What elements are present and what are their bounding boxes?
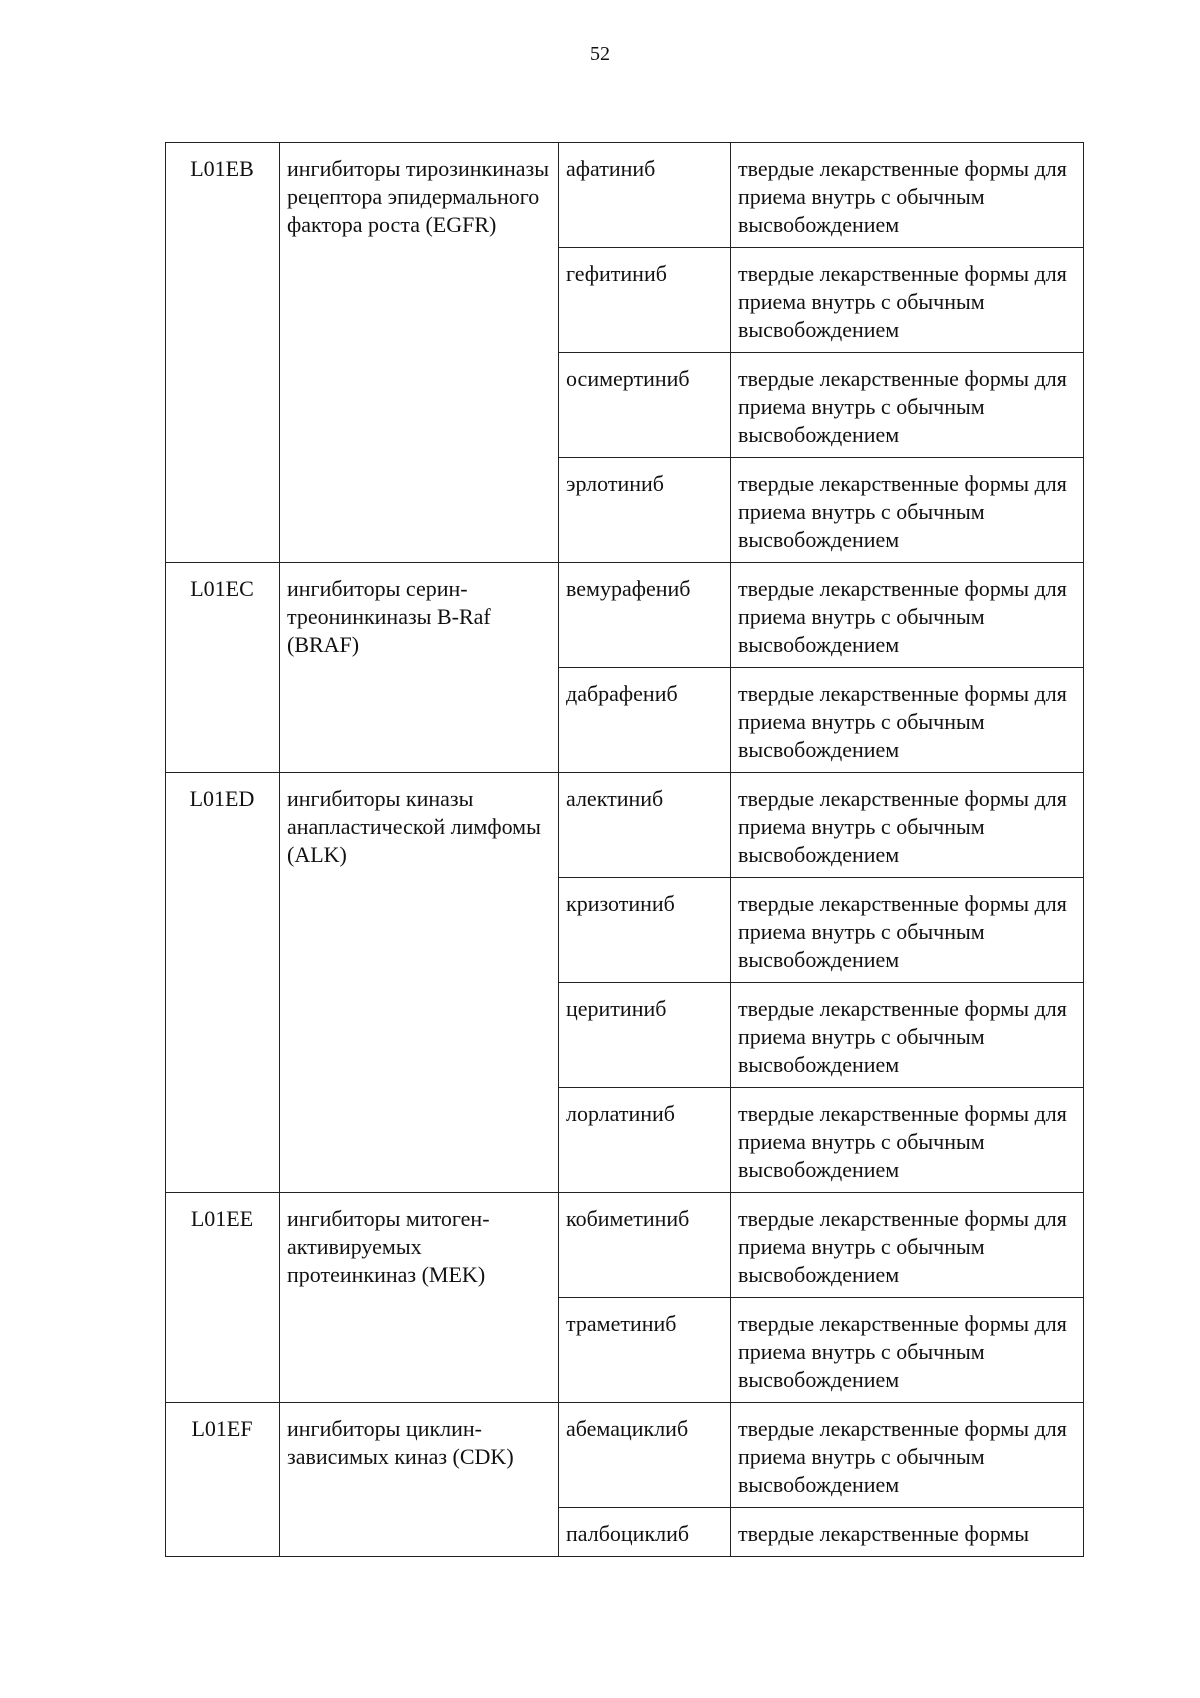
drug-name-cell: вемурафениб <box>559 563 731 668</box>
dosage-form-cell: твердые лекарственные формы для приема внутрь с обычным высвобождением <box>731 1403 1084 1508</box>
drug-name-cell: дабрафениб <box>559 668 731 773</box>
drug-name-cell: кобиметиниб <box>559 1193 731 1298</box>
table-row <box>166 773 1084 878</box>
atc-code-cell: L01EF <box>166 1403 280 1557</box>
page-number: 52 <box>590 43 610 65</box>
dosage-form-cell: твердые лекарственные формы <box>731 1508 1084 1557</box>
drug-name-cell: траметиниб <box>559 1298 731 1403</box>
dosage-form-cell: твердые лекарственные формы для приема внутрь с обычным высвобождением <box>731 1298 1084 1403</box>
drug-name-cell: лорлатиниб <box>559 1088 731 1193</box>
drug-name-cell: афатиниб <box>559 143 731 248</box>
drug-name-cell: осимертиниб <box>559 353 731 458</box>
drug-name-cell: эрлотиниб <box>559 458 731 563</box>
drug-name-cell: гефитиниб <box>559 248 731 353</box>
drug-name-cell: палбоциклиб <box>559 1508 731 1557</box>
group-name-cell: ингибиторы митоген-активируемых протеинкиназ (MEK) <box>280 1193 559 1403</box>
dosage-form-cell: твердые лекарственные формы для приема внутрь с обычным высвобождением <box>731 1193 1084 1298</box>
drug-name-cell: церитиниб <box>559 983 731 1088</box>
dosage-form-cell: твердые лекарственные формы для приема внутрь с обычным высвобождением <box>731 458 1084 563</box>
dosage-form-cell: твердые лекарственные формы для приема внутрь с обычным высвобождением <box>731 983 1084 1088</box>
group-name-cell: ингибиторы циклин-зависимых киназ (CDK) <box>280 1403 559 1557</box>
table-row <box>166 563 1084 668</box>
dosage-form-cell: твердые лекарственные формы для приема внутрь с обычным высвобождением <box>731 248 1084 353</box>
dosage-form-cell: твердые лекарственные формы для приема внутрь с обычным высвобождением <box>731 143 1084 248</box>
table-body <box>166 143 1084 1557</box>
table-row <box>166 1403 1084 1508</box>
atc-code-cell: L01EC <box>166 563 280 773</box>
group-name-cell: ингибиторы киназы анапластической лимфомы (ALK) <box>280 773 559 1193</box>
dosage-form-cell: твердые лекарственные формы для приема внутрь с обычным высвобождением <box>731 668 1084 773</box>
table-row <box>166 1193 1084 1298</box>
dosage-form-cell: твердые лекарственные формы для приема внутрь с обычным высвобождением <box>731 563 1084 668</box>
atc-code-cell: L01ED <box>166 773 280 1193</box>
dosage-form-cell: твердые лекарственные формы для приема внутрь с обычным высвобождением <box>731 353 1084 458</box>
atc-code-cell: L01EE <box>166 1193 280 1403</box>
table-row <box>166 143 1084 248</box>
dosage-form-cell: твердые лекарственные формы для приема внутрь с обычным высвобождением <box>731 773 1084 878</box>
drug-name-cell: кризотиниб <box>559 878 731 983</box>
group-name-cell: ингибиторы серин-треонинкиназы B-Raf (BRAF) <box>280 563 559 773</box>
drug-table <box>165 142 1084 1557</box>
drug-name-cell: алектиниб <box>559 773 731 878</box>
drug-name-cell: абемациклиб <box>559 1403 731 1508</box>
dosage-form-cell: твердые лекарственные формы для приема внутрь с обычным высвобождением <box>731 878 1084 983</box>
dosage-form-cell: твердые лекарственные формы для приема внутрь с обычным высвобождением <box>731 1088 1084 1193</box>
atc-code-cell: L01EB <box>166 143 280 563</box>
group-name-cell: ингибиторы тирозинкиназы рецептора эпидермального фактора роста (EGFR) <box>280 143 559 563</box>
